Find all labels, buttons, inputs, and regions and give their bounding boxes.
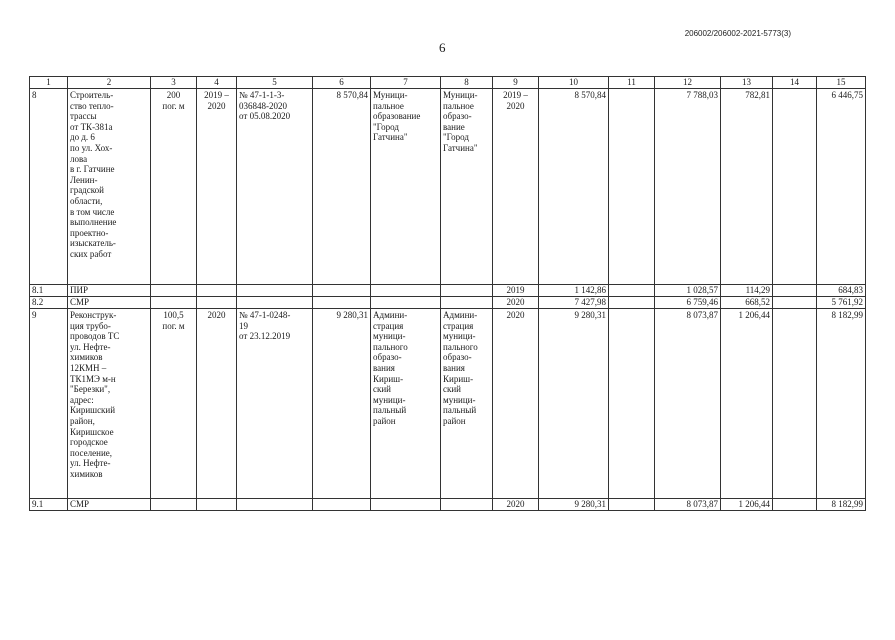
table-cell-col15: 6 446,75 [817,89,866,285]
table-cell-col7: Админи- страция муници- пального образо- вания Кириш- ский муници- пальный район [371,309,441,499]
column-header-15: 15 [817,77,866,89]
table-cell-col7 [371,285,441,297]
table-cell-col6 [313,499,371,511]
table-cell-col12: 6 759,46 [655,297,721,309]
table-cell-col12: 1 028,57 [655,285,721,297]
table-cell-col1: 9 [30,309,68,499]
table-cell-col3: 100,5 пог. м [151,309,197,499]
table-cell-col9: 2020 [493,309,539,499]
column-header-7: 7 [371,77,441,89]
table-cell-col14 [773,309,817,499]
column-header-10: 10 [539,77,609,89]
table-cell-col4 [197,499,237,511]
table-row [30,499,866,511]
table-cell-col12: 8 073,87 [655,499,721,511]
table-cell-col4 [197,285,237,297]
table-cell-col7 [371,297,441,309]
table-cell-col15: 8 182,99 [817,499,866,511]
table-cell-col8 [441,285,493,297]
table-cell-col6: 8 570,84 [313,89,371,285]
table-cell-col6 [313,285,371,297]
table-cell-col2: Строитель- ство тепло- трассы от ТК-381а до д. 6 по ул. Хох- лова в г. Гатчине Ленин- градской области, в том числе выполнение проектно- изыскатель- ских работ [68,89,151,285]
table-cell-col11 [609,297,655,309]
table-cell-col10: 8 570,84 [539,89,609,285]
table-cell-col1: 8 [30,89,68,285]
table-cell-col5 [237,297,313,309]
table-cell-col5: № 47-1-0248- 19 от 23.12.2019 [237,309,313,499]
table-cell-col1: 9.1 [30,499,68,511]
column-header-2: 2 [68,77,151,89]
table-cell-col5 [237,285,313,297]
table-cell-col4 [197,297,237,309]
table-cell-col11 [609,499,655,511]
table-cell-col12: 8 073,87 [655,309,721,499]
table-cell-col4: 2019 – 2020 [197,89,237,285]
table-cell-col3: 200 пог. м [151,89,197,285]
table-cell-col4: 2020 [197,309,237,499]
table-cell-col10: 9 280,31 [539,309,609,499]
table-cell-col13: 114,29 [721,285,773,297]
column-header-12: 12 [655,77,721,89]
table-row [30,89,866,285]
table-cell-col10: 9 280,31 [539,499,609,511]
column-header-14: 14 [773,77,817,89]
table-cell-col2: ПИР [68,285,151,297]
column-header-13: 13 [721,77,773,89]
table-cell-col1: 8.1 [30,285,68,297]
table-cell-col14 [773,297,817,309]
table-cell-col6: 9 280,31 [313,309,371,499]
column-header-3: 3 [151,77,197,89]
table-row [30,309,866,499]
table-cell-col3 [151,297,197,309]
table-cell-col13: 1 206,44 [721,499,773,511]
table-cell-col15: 8 182,99 [817,309,866,499]
column-header-6: 6 [313,77,371,89]
document-reference: 206002/206002-2021-5773(3) [684,29,791,38]
table-cell-col11 [609,285,655,297]
table-cell-col2: СМР [68,297,151,309]
table-cell-col12: 7 788,03 [655,89,721,285]
table-cell-col8 [441,297,493,309]
column-header-1: 1 [30,77,68,89]
table-cell-col9: 2019 [493,285,539,297]
table-cell-col10: 1 142,86 [539,285,609,297]
table-cell-col13: 782,81 [721,89,773,285]
table-cell-col14 [773,499,817,511]
table-cell-col11 [609,309,655,499]
column-header-4: 4 [197,77,237,89]
table-cell-col13: 1 206,44 [721,309,773,499]
table-cell-col1: 8.2 [30,297,68,309]
data-table [29,76,866,511]
table-cell-col3 [151,285,197,297]
table-cell-col7 [371,499,441,511]
table-cell-col5: № 47-1-1-3- 036848-2020 от 05.08.2020 [237,89,313,285]
table-cell-col14 [773,89,817,285]
header-row [30,77,866,89]
table-cell-col8: Муници- пальное образо- вание "Город Гатчина" [441,89,493,285]
table-cell-col10: 7 427,98 [539,297,609,309]
table-cell-col8: Админи- страция муници- пального образо- вания Кириш- ский муници- пальный район [441,309,493,499]
table-cell-col2: СМР [68,499,151,511]
table-row [30,297,866,309]
table-cell-col9: 2020 [493,297,539,309]
column-header-11: 11 [609,77,655,89]
table-cell-col11 [609,89,655,285]
table-cell-col14 [773,285,817,297]
table-cell-col9: 2020 [493,499,539,511]
column-header-8: 8 [441,77,493,89]
table-cell-col8 [441,499,493,511]
table-cell-col15: 5 761,92 [817,297,866,309]
column-header-5: 5 [237,77,313,89]
table-row [30,285,866,297]
column-header-9: 9 [493,77,539,89]
table-cell-col7: Муници- пальное образование "Город Гатчина" [371,89,441,285]
table-cell-col9: 2019 – 2020 [493,89,539,285]
page-number: 6 [439,40,446,55]
table-cell-col2: Реконструк- ция трубо- проводов ТС ул. Нефте- химиков 12КМН – ТК1МЭ м-н "Березки", адрес: Киришский район, Киришское городское поселение, ул. Нефте- химиков [68,309,151,499]
table-cell-col3 [151,499,197,511]
table-cell-col6 [313,297,371,309]
table-cell-col5 [237,499,313,511]
table-cell-col15: 684,83 [817,285,866,297]
table-cell-col13: 668,52 [721,297,773,309]
